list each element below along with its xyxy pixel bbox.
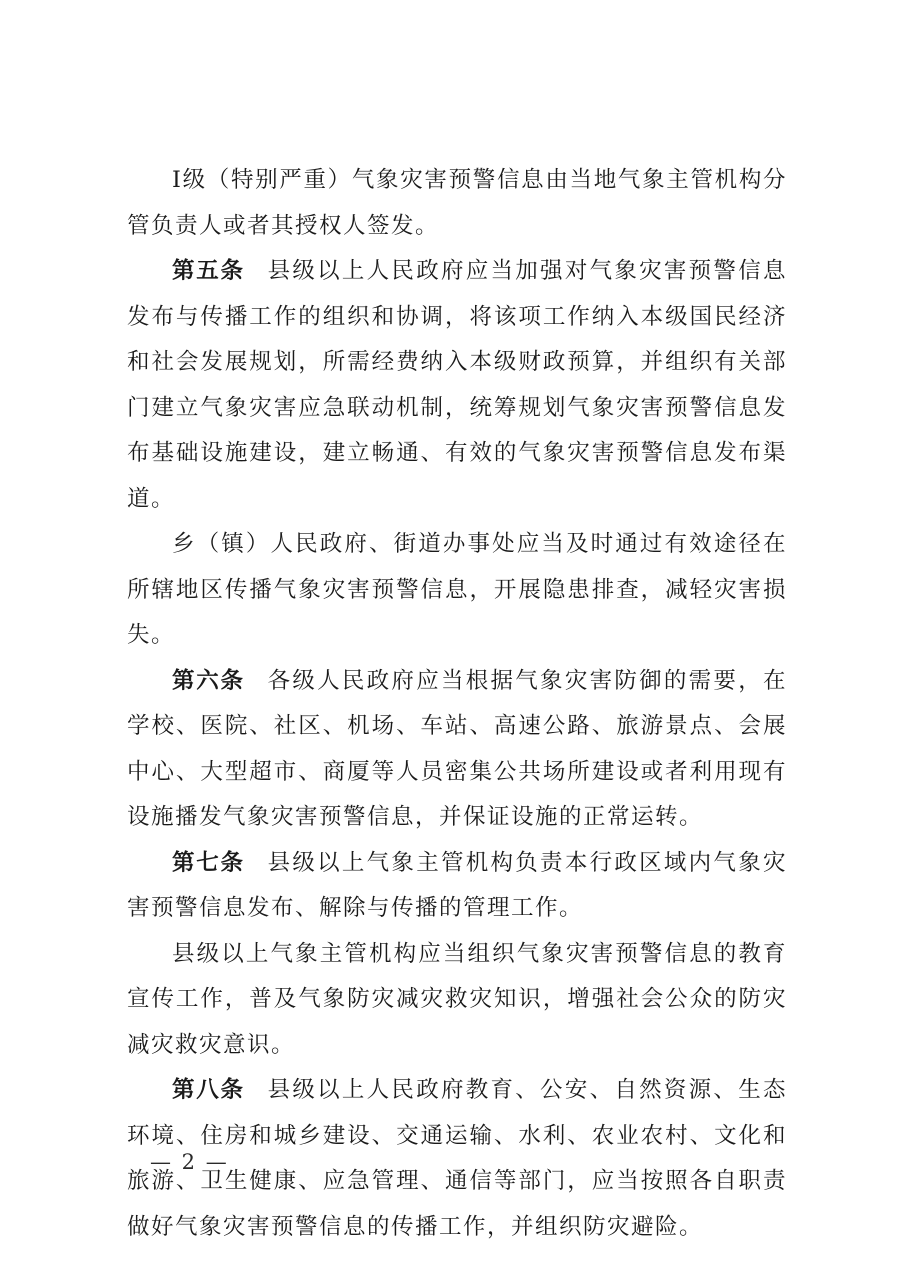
document-body (127, 158, 787, 1250)
paragraph (127, 522, 787, 659)
paragraph-text: 县级以上人民政府教育、公安、自然资源、生态环境、住房和城乡建设、交通运输、水利、农业农村、文化和旅游、卫生健康、应急管理、通信等部门，应当按照各自职责做好气象灾害预警信息的传播工作，并组织防灾避险。 (127, 1077, 787, 1240)
article-title: 第七条 (172, 849, 245, 876)
paragraph (127, 932, 787, 1069)
paragraph-text: 各级人民政府应当根据气象灾害防御的需要，在学校、医院、社区、机场、车站、高速公路、旅游景点、会展中心、大型超市、商厦等人员密集公共场所建设或者利用现有设施播发气象灾害预警信息，并保证设施的正常运转。 (127, 667, 787, 830)
paragraph-text: 县级以上气象主管机构负责本行政区域内气象灾害预警信息发布、解除与传播的管理工作。 (127, 849, 787, 921)
paragraph (127, 659, 787, 841)
paragraph-text: 县级以上气象主管机构应当组织气象灾害预警信息的教育宣传工作，普及气象防灾减灾救灾知识，增强社会公众的防灾减灾救灾意识。 (127, 940, 787, 1058)
article-title: 第五条 (172, 258, 245, 284)
paragraph (127, 841, 787, 932)
paragraph-text: 县级以上人民政府应当加强对气象灾害预警信息发布与传播工作的组织和协调，将该项工作纳入本级国民经济和社会发展规划，所需经费纳入本级财政预算，并组织有关部门建立气象灾害应急联动机制，统筹规划气象灾害预警信息发布基础设施建设，建立畅通、有效的气象灾害预警信息发布渠道。 (127, 258, 787, 512)
article-title: 第八条 (172, 1077, 245, 1103)
paragraph-text: Ⅰ级（特别严重）气象灾害预警信息由当地气象主管机构分管负责人或者其授权人签发。 (127, 167, 787, 239)
paragraph (127, 158, 787, 249)
article-title: 第六条 (172, 667, 245, 694)
paragraph-text: 乡（镇）人民政府、街道办事处应当及时通过有效途径在所辖地区传播气象灾害预警信息，开展隐患排查，减轻灾害损失。 (127, 531, 787, 648)
paragraph (127, 249, 787, 522)
page-number: — 2 — (150, 1150, 229, 1174)
